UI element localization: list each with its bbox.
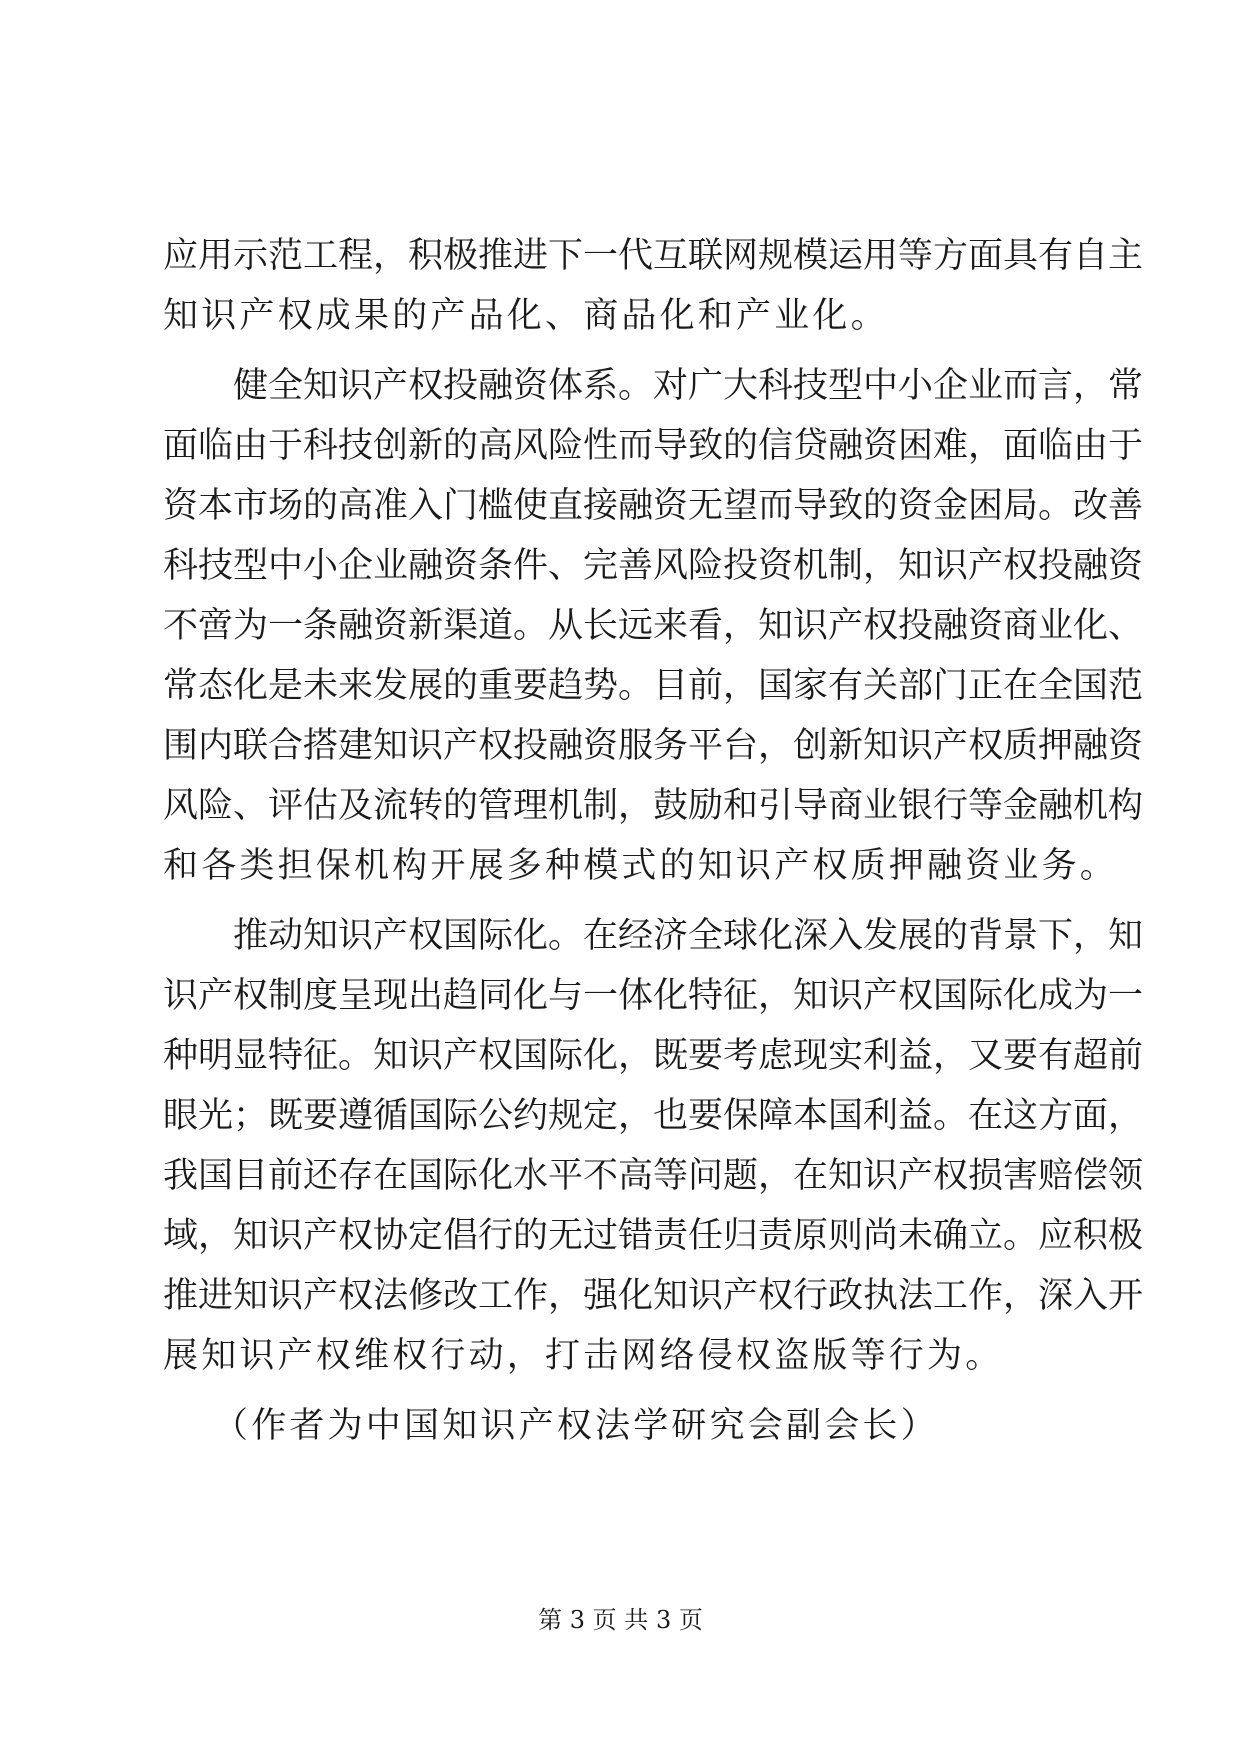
text-line: 围内联合搭建知识产权投融资服务平台，创新知识产权质押融资 <box>163 726 1144 766</box>
text-line: 和各类担保机构开展多种模式的知识产权质押融资业务。 <box>163 846 1119 886</box>
text-line: 面临由于科技创新的高风险性而导致的信贷融资困难，面临由于 <box>163 426 1144 466</box>
text-line: 不啻为一条融资新渠道。从长远来看，知识产权投融资商业化、 <box>163 606 1144 646</box>
text-line: 眼光；既要遵循国际公约规定，也要保障本国利益。在这方面， <box>163 1096 1144 1136</box>
text-line: 识产权制度呈现出趋同化与一体化特征，知识产权国际化成为一 <box>163 976 1144 1016</box>
text-line: 风险、评估及流转的管理机制，鼓励和引导商业银行等金融机构 <box>163 786 1144 826</box>
author-note: （作者为中国知识产权法学研究会副会长） <box>213 1406 939 1446</box>
paragraph-first-line: 推动知识产权国际化。在经济全球化深入发展的背景下，知 <box>233 916 1144 956</box>
page-number-footer: 第 3 页 共 3 页 <box>538 1606 703 1634</box>
text-line: 科技型中小企业融资条件、完善风险投资机制，知识产权投融资 <box>163 546 1144 586</box>
text-line: 应用示范工程，积极推进下一代互联网规模运用等方面具有自主 <box>163 236 1144 276</box>
paragraph-first-line: 健全知识产权投融资体系。对广大科技型中小企业而言，常 <box>233 366 1144 406</box>
text-line: 知识产权成果的产品化、商品化和产业化。 <box>163 296 889 336</box>
text-line: 常态化是未来发展的重要趋势。目前，国家有关部门正在全国范 <box>163 666 1144 706</box>
text-line: 推进知识产权法修改工作，强化知识产权行政执法工作，深入开 <box>163 1276 1144 1316</box>
text-line: 资本市场的高准入门槛使直接融资无望而导致的资金困局。改善 <box>163 486 1144 526</box>
text-line: 展知识产权维权行动，打击网络侵权盗版等行为。 <box>163 1336 1004 1376</box>
text-line: 域，知识产权协定倡行的无过错责任归责原则尚未确立。应积极 <box>163 1216 1144 1256</box>
text-line: 种明显特征。知识产权国际化，既要考虑现实利益，又要有超前 <box>163 1036 1144 1076</box>
text-line: 我国目前还存在国际化水平不高等问题，在知识产权损害赔偿领 <box>163 1156 1144 1196</box>
